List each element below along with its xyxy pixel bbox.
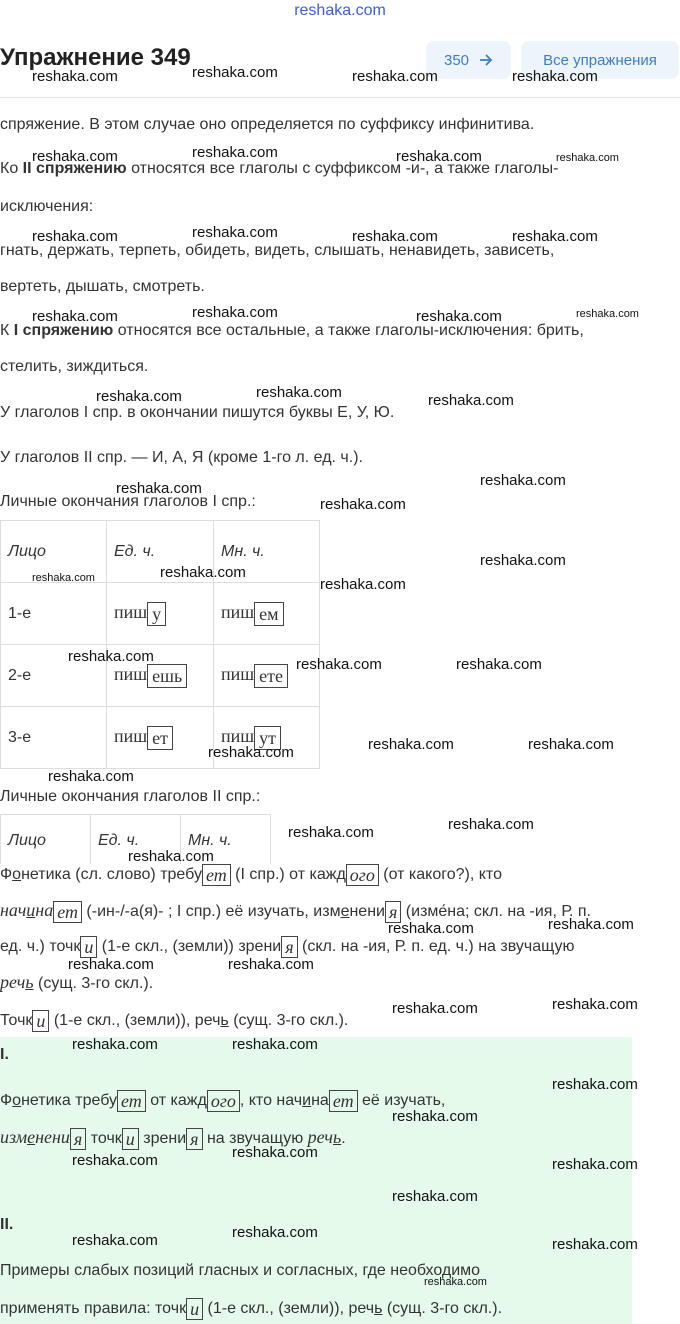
watermark: reshaka.com bbox=[32, 308, 118, 325]
analysis-line: речь (сущ. 3-го скл.). bbox=[0, 972, 154, 992]
plural-cell: пиш ете bbox=[214, 645, 320, 707]
plural-cell: пиш ут bbox=[214, 707, 320, 769]
table-header: Мн. ч. bbox=[214, 521, 320, 583]
table-header: Лицо bbox=[1, 521, 107, 583]
watermark: reshaka.com bbox=[48, 768, 134, 785]
watermark: reshaka.com bbox=[32, 572, 95, 584]
table-header: Ед. ч. bbox=[107, 521, 214, 583]
table-header: Лицо bbox=[1, 815, 91, 867]
watermark: reshaka.com bbox=[456, 656, 542, 673]
watermark: reshaka.com bbox=[192, 144, 278, 161]
watermark: reshaka.com bbox=[32, 148, 118, 165]
watermark: reshaka.com bbox=[552, 1236, 638, 1253]
watermark: reshaka.com bbox=[72, 1036, 158, 1053]
answer-heading: I. bbox=[0, 1046, 9, 1063]
watermark: reshaka.com bbox=[512, 228, 598, 245]
table-header: Мн. ч. bbox=[181, 815, 271, 867]
watermark: reshaka.com bbox=[160, 564, 246, 581]
text-line: стелить, зиждиться. bbox=[0, 358, 149, 375]
watermark: reshaka.com bbox=[552, 1076, 638, 1093]
watermark: reshaka.com bbox=[228, 956, 314, 973]
watermark: reshaka.com bbox=[512, 68, 598, 85]
text-line: Ко II спряжению относятся все глаголы с суффиксом -и-, а также глаголы- bbox=[0, 160, 559, 177]
watermark: reshaka.com bbox=[96, 388, 182, 405]
watermark: reshaka.com bbox=[392, 1000, 478, 1017]
person-cell: 2-е bbox=[1, 645, 107, 707]
watermark: reshaka.com bbox=[552, 1156, 638, 1173]
watermark: reshaka.com bbox=[72, 1152, 158, 1169]
person-cell: 3-е bbox=[1, 707, 107, 769]
site-header-link[interactable]: reshaka.com bbox=[294, 2, 386, 19]
text-line: У глаголов II спр. — И, А, Я (кроме 1-го л. ед. ч.). bbox=[0, 449, 363, 466]
table-row bbox=[1, 583, 320, 645]
watermark: reshaka.com bbox=[480, 472, 566, 489]
table-caption: Личные окончания глаголов I спр.: bbox=[0, 493, 256, 510]
watermark: reshaka.com bbox=[68, 956, 154, 973]
watermark: reshaka.com bbox=[352, 228, 438, 245]
text-line: вертеть, дышать, смотреть. bbox=[0, 278, 205, 295]
watermark: reshaka.com bbox=[320, 496, 406, 513]
watermark: reshaka.com bbox=[448, 816, 534, 833]
watermark: reshaka.com bbox=[232, 1224, 318, 1241]
watermark: reshaka.com bbox=[392, 1188, 478, 1205]
watermark: reshaka.com bbox=[388, 920, 474, 937]
answer-line: изменени я точк и зрени я на звучащую речь. bbox=[0, 1127, 346, 1149]
analysis-line: ед. ч.) точк и (1-е скл., (земли)) зрени я (скл. на -ия, Р. п. ед. ч.) на звучащую bbox=[0, 937, 575, 957]
watermark: reshaka.com bbox=[548, 916, 634, 933]
analysis-line: Фонетика (сл. слово) требу ет (I спр.) от кажд ого (от какого?), кто bbox=[0, 864, 640, 886]
next-exercise-label: 350 bbox=[443, 51, 470, 69]
watermark: reshaka.com bbox=[116, 480, 202, 497]
watermark: reshaka.com bbox=[192, 224, 278, 241]
singular-cell: пиш у bbox=[107, 583, 214, 645]
analysis-line: Точк и (1-е скл., (земли)), речь (сущ. 3-го скл.). bbox=[0, 1011, 349, 1031]
answer-line: Фонетика требу ет от кажд ого , кто начина ет её изучать, bbox=[0, 1091, 446, 1111]
watermark: reshaka.com bbox=[296, 656, 382, 673]
answer-line: применять правила: точк и (1-е скл., (земли)), речь (сущ. 3-го скл.). bbox=[0, 1299, 503, 1319]
text-line: спряжение. В этом случае оно определяется по суффиксу инфинитива. bbox=[0, 116, 535, 133]
watermark: reshaka.com bbox=[368, 736, 454, 753]
analysis-line: начина ет (-ин-/-а(я)- ; I спр.) её изучать, изменени я (изме́на; скл. на -ия, Р. п. bbox=[0, 900, 591, 922]
watermark: reshaka.com bbox=[288, 824, 374, 841]
table-caption: Личные окончания глаголов II спр.: bbox=[0, 788, 261, 805]
watermark: reshaka.com bbox=[192, 64, 278, 81]
table-row bbox=[1, 645, 320, 707]
page-title: Упражнение 349 bbox=[0, 44, 191, 71]
text-line: У глаголов I спр. в окончании пишутся буквы Е, У, Ю. bbox=[0, 404, 395, 421]
text-line: исключения: bbox=[0, 198, 94, 215]
watermark: reshaka.com bbox=[208, 744, 294, 761]
watermark: reshaka.com bbox=[392, 1108, 478, 1125]
answer-line: Примеры слабых позиций гласных и согласных, где необходимо bbox=[0, 1262, 481, 1279]
watermark: reshaka.com bbox=[396, 148, 482, 165]
watermark: reshaka.com bbox=[480, 552, 566, 569]
watermark: reshaka.com bbox=[352, 68, 438, 85]
all-exercises-button[interactable]: Все упражнения bbox=[521, 41, 679, 79]
text-line: К I спряжению относятся все остальные, а также глаголы-исключения: брить, bbox=[0, 322, 584, 339]
watermark: reshaka.com bbox=[320, 576, 406, 593]
watermark: reshaka.com bbox=[68, 648, 154, 665]
conjugation-table-1 bbox=[0, 520, 320, 769]
answer-heading: II. bbox=[0, 1216, 14, 1233]
arrow-right-icon bbox=[479, 54, 493, 66]
watermark: reshaka.com bbox=[72, 1232, 158, 1249]
watermark: reshaka.com bbox=[32, 228, 118, 245]
watermark: reshaka.com bbox=[232, 1036, 318, 1053]
text-line: гнать, держать, терпеть, обидеть, видеть, слышать, ненавидеть, зависеть, bbox=[0, 242, 555, 259]
watermark: reshaka.com bbox=[424, 1276, 487, 1288]
table-header: Ед. ч. bbox=[91, 815, 181, 867]
watermark: reshaka.com bbox=[232, 1144, 318, 1161]
watermark: reshaka.com bbox=[128, 848, 214, 865]
singular-cell: пиш ешь bbox=[107, 645, 214, 707]
answer-block bbox=[0, 1037, 632, 1324]
watermark: reshaka.com bbox=[552, 996, 638, 1013]
watermark: reshaka.com bbox=[192, 304, 278, 321]
singular-cell: пиш ет bbox=[107, 707, 214, 769]
watermark: reshaka.com bbox=[256, 384, 342, 401]
plural-cell: пиш ем bbox=[214, 583, 320, 645]
watermark: reshaka.com bbox=[32, 68, 118, 85]
next-exercise-button[interactable] bbox=[426, 41, 511, 79]
header-divider bbox=[0, 97, 680, 98]
watermark: reshaka.com bbox=[428, 392, 514, 409]
person-cell: 1-е bbox=[1, 583, 107, 645]
watermark: reshaka.com bbox=[416, 308, 502, 325]
watermark: reshaka.com bbox=[576, 308, 639, 320]
watermark: reshaka.com bbox=[528, 736, 614, 753]
watermark: reshaka.com bbox=[556, 152, 619, 164]
